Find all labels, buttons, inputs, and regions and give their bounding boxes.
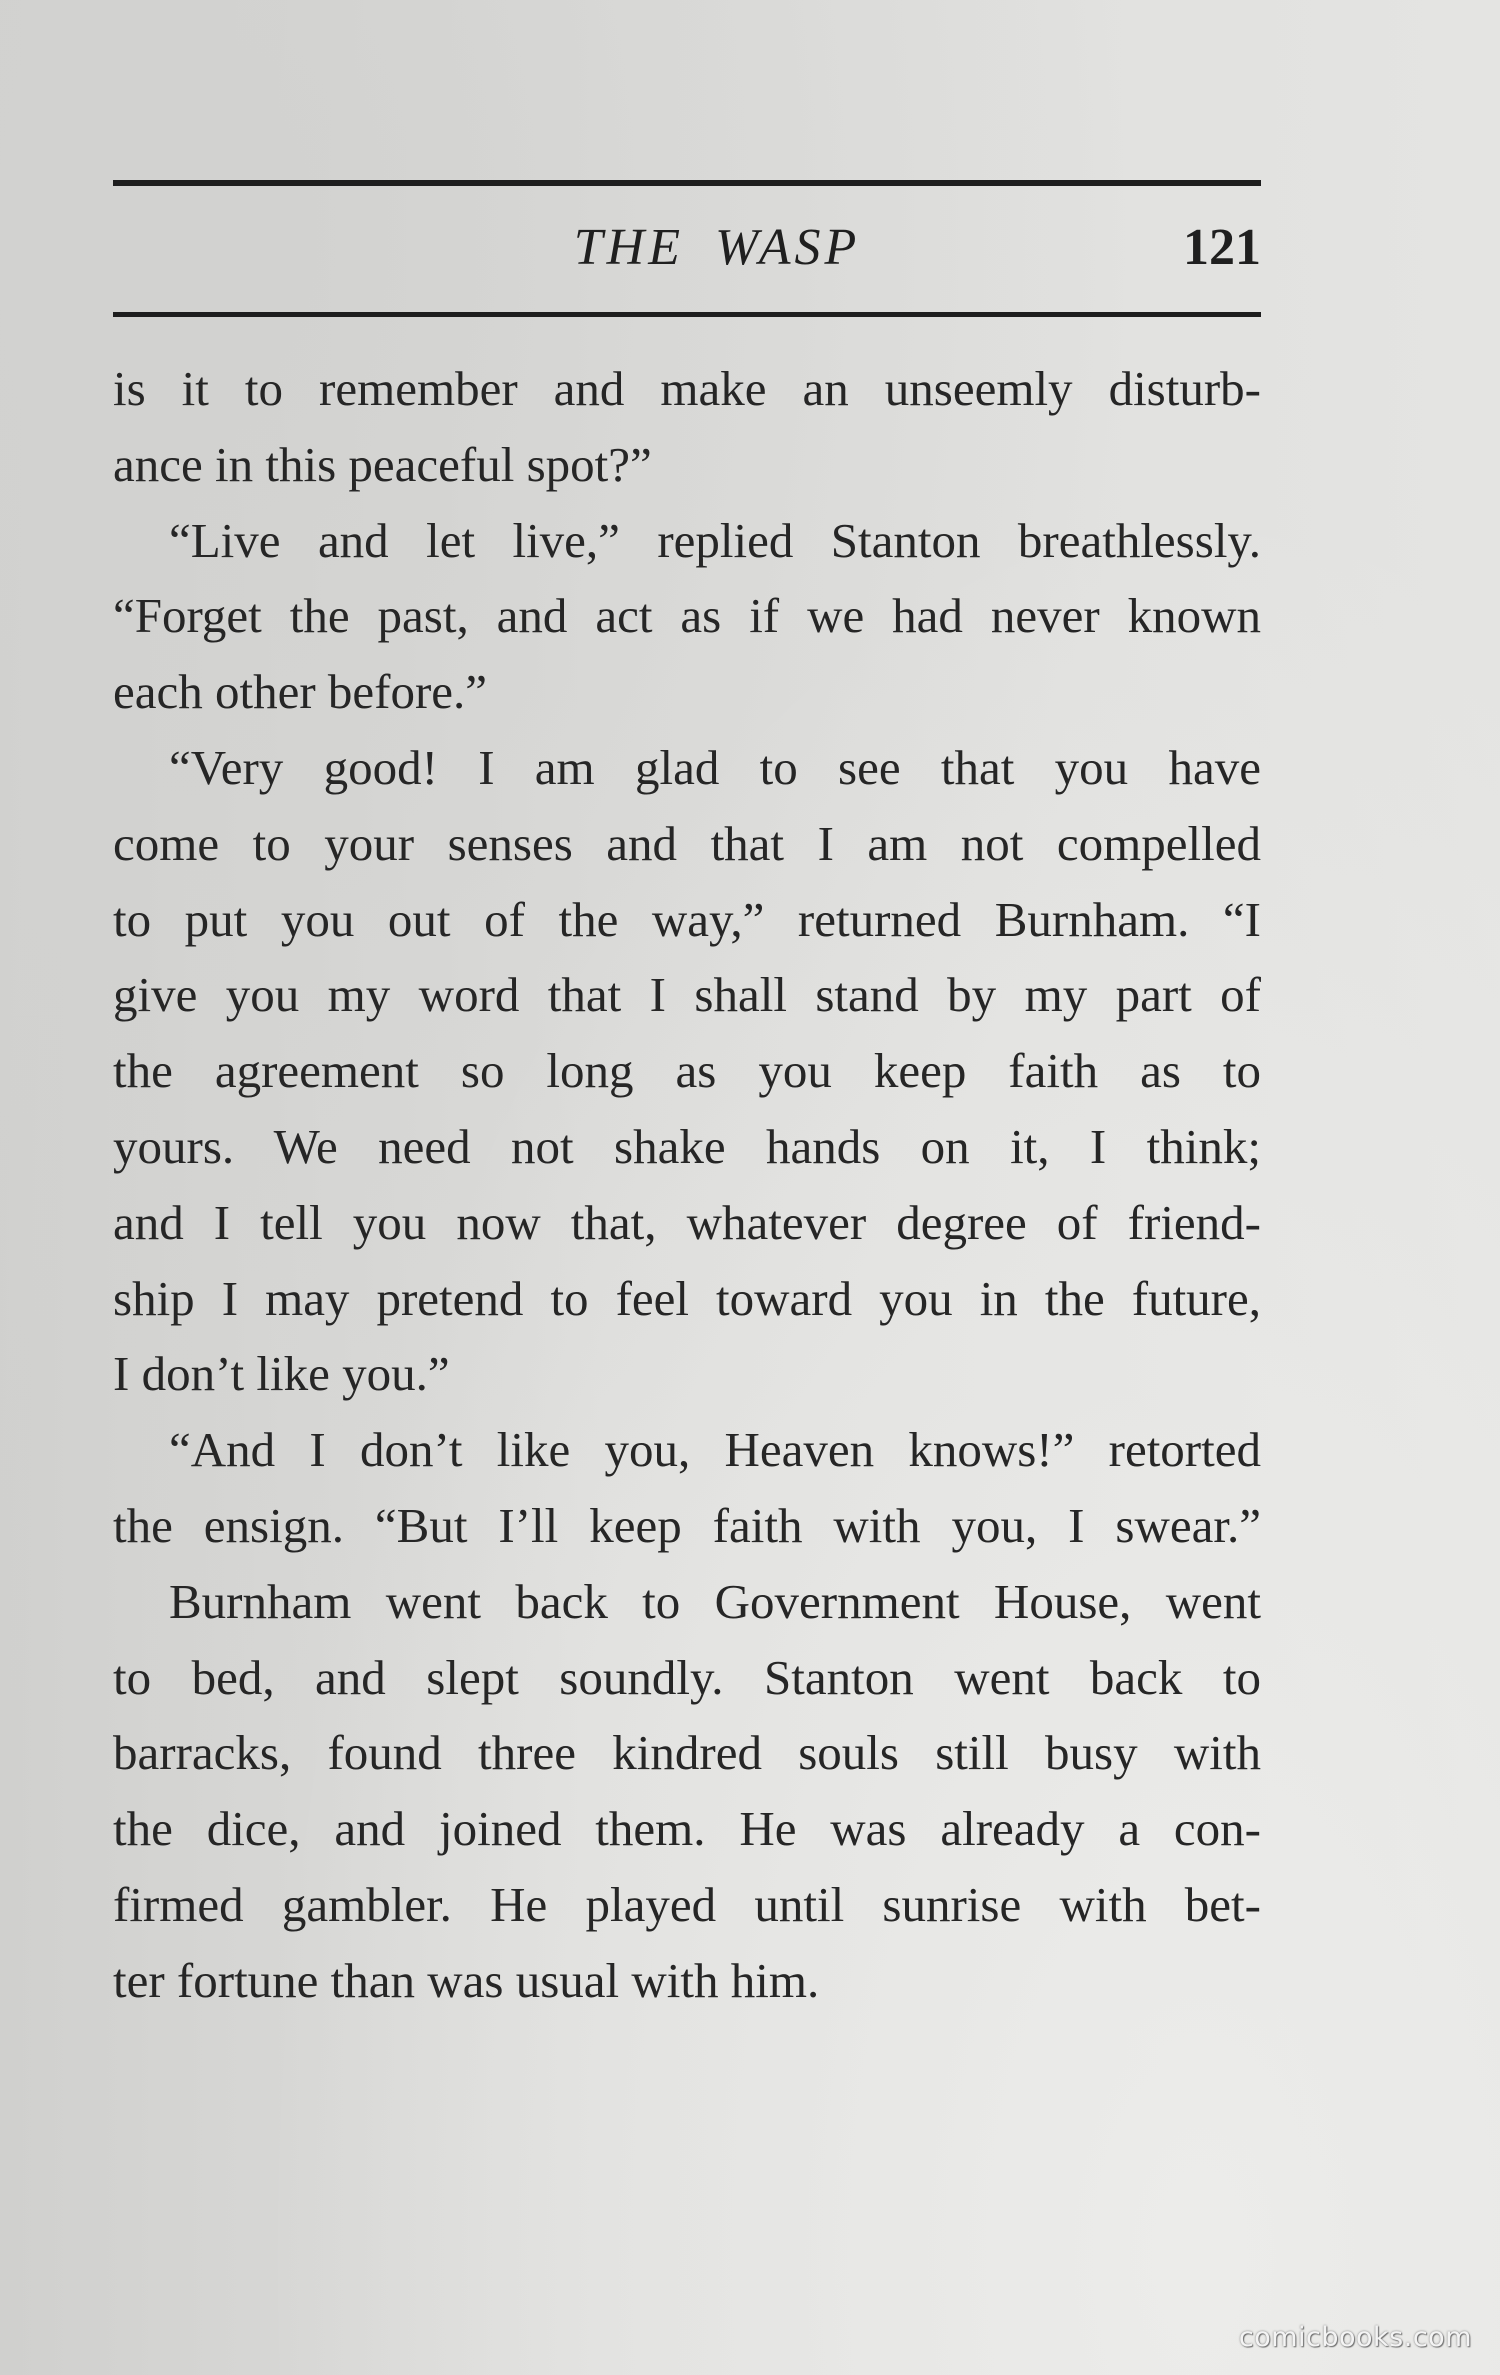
- body-text: [113, 351, 1261, 2019]
- paragraph: [113, 730, 1261, 1412]
- text-line: “And I don’t like you, Heaven knows!” retorted: [169, 1422, 1261, 1478]
- text-line: “Live and let live,” replied Stanton breathlessly.: [169, 512, 1261, 568]
- text-line: I don’t like you.”: [113, 1346, 450, 1402]
- page-content: [113, 180, 1261, 2019]
- text-line: barracks, found three kindred souls still busy with: [113, 1725, 1261, 1781]
- text-line: give you my word that I shall stand by my part of: [113, 967, 1261, 1023]
- text-line: firmed gambler. He played until sunrise with bet-: [113, 1876, 1261, 1932]
- paragraph: [113, 1412, 1261, 1564]
- running-head: [113, 186, 1261, 312]
- text-line: yours. We need not shake hands on it, I think;: [113, 1118, 1261, 1174]
- watermark: comicbooks.com: [1238, 2322, 1472, 2353]
- text-line: and I tell you now that, whatever degree of friend-: [113, 1194, 1261, 1250]
- text-line: to put you out of the way,” returned Burnham. “I: [113, 891, 1261, 947]
- text-line: “Forget the past, and act as if we had never known: [113, 588, 1261, 644]
- text-line: “Very good! I am glad to see that you have: [169, 739, 1261, 795]
- paragraph: [113, 351, 1261, 503]
- text-line: ter fortune than was usual with him.: [113, 1952, 820, 2008]
- text-line: Burnham went back to Government House, went: [169, 1573, 1261, 1629]
- text-line: come to your senses and that I am not compelled: [113, 815, 1261, 871]
- text-line: to bed, and slept soundly. Stanton went back to: [113, 1649, 1261, 1705]
- text-line: the ensign. “But I’ll keep faith with you, I swear.”: [113, 1497, 1261, 1553]
- text-line: is it to remember and make an unseemly disturb-: [113, 361, 1261, 416]
- text-line: ship I may pretend to feel toward you in the future,: [113, 1270, 1261, 1326]
- text-line: the dice, and joined them. He was already a con-: [113, 1801, 1261, 1857]
- text-line: the agreement so long as you keep faith as to: [113, 1043, 1261, 1099]
- page-number: 121: [1183, 219, 1261, 276]
- paragraph: [113, 1564, 1261, 2019]
- running-title: THE WASP: [573, 219, 861, 276]
- header-bottom-rule: [113, 312, 1261, 317]
- text-line: each other before.”: [113, 664, 488, 720]
- text-line: ance in this peaceful spot?”: [113, 436, 652, 492]
- paragraph: [113, 503, 1261, 730]
